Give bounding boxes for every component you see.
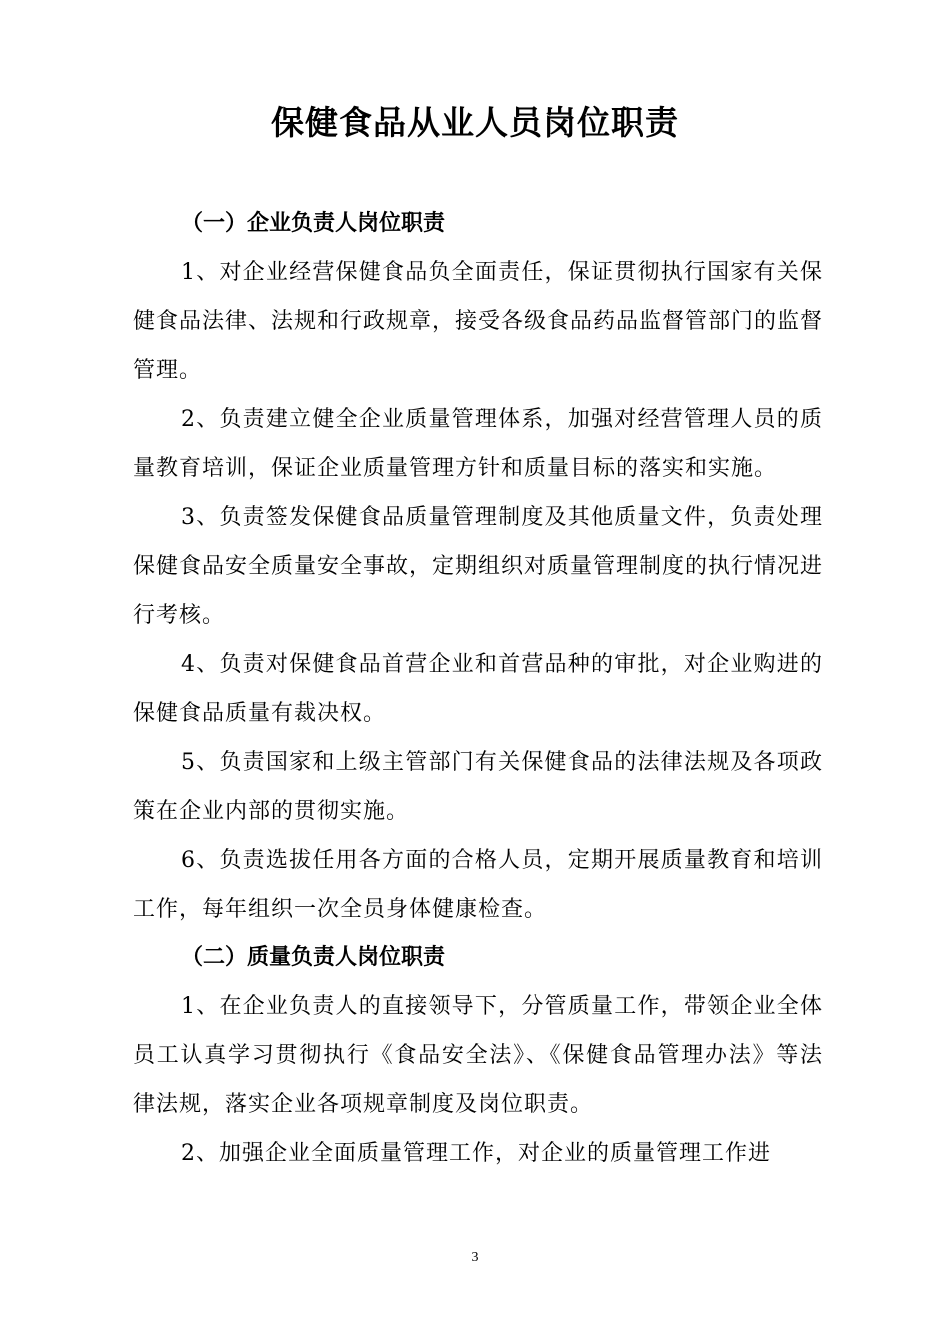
paragraph: 4、负责对保健食品首营企业和首营品种的审批，对企业购进的保健食品质量有裁决权。 [133,652,823,726]
paragraph: 2、负责建立健全企业质量管理体系，加强对经营管理人员的质量教育培训，保证企业质量管理方针和质量目标的落实和实施。 [133,407,823,481]
paragraph: 1、对企业经营保健食品负全面责任，保证贯彻执行国家有关保健食品法律、法规和行政规章，接受各级食品药品监督管部门的监督管理。 [133,260,824,383]
paragraph: 6、负责选拔任用各方面的合格人员，定期开展质量教育和培训工作，每年组织一次全员身体健康检查。 [133,848,823,922]
document-body [133,200,823,1178]
section-quality-head [133,934,823,1178]
section-enterprise-head [133,200,823,934]
paragraph: 5、负责国家和上级主管部门有关保健食品的法律法规及各项政策在企业内部的贯彻实施。 [133,750,823,824]
paragraph: 2、加强企业全面质量管理工作，对企业的质量管理工作进 [181,1141,771,1166]
document-title: 保健食品从业人员岗位职责 [271,103,679,142]
section-heading: （一）企业负责人岗位职责 [181,211,446,236]
page-number: 3 [471,1250,479,1265]
paragraph: 3、负责签发保健食品质量管理制度及其他质量文件，负责处理保健食品安全质量安全事故，定期组织对质量管理制度的执行情况进行考核。 [133,505,824,628]
paragraph: 1、在企业负责人的直接领导下，分管质量工作，带领企业全体员工认真学习贯彻执行《食品安全法》、《保健食品管理办法》等法律法规，落实企业各项规章制度及岗位职责。 [133,994,823,1117]
section-heading: （二）质量负责人岗位职责 [181,945,446,970]
